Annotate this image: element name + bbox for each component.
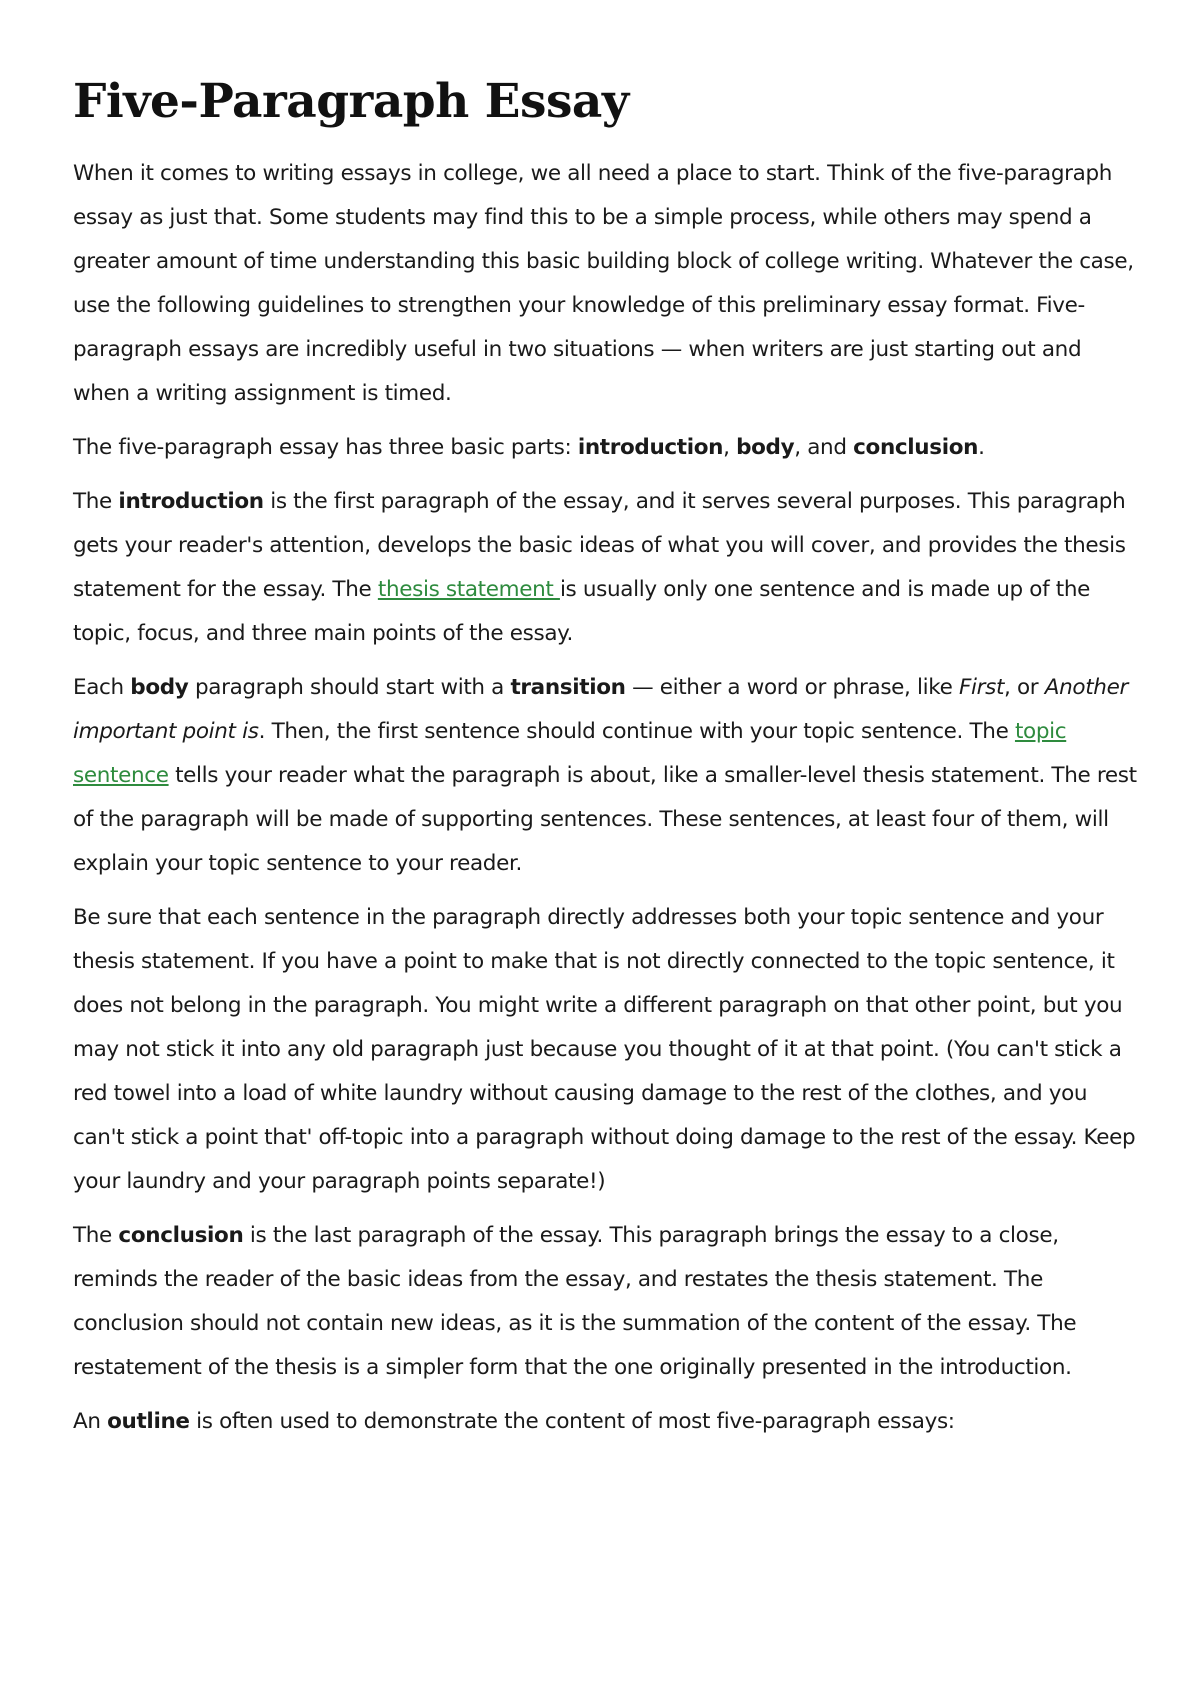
text: . Then, the first sentence should continue with your topic sentence. The	[258, 719, 1015, 744]
text: Each	[73, 675, 131, 700]
text: The	[73, 489, 119, 514]
topic-sentence-link[interactable]: topic sentence	[73, 719, 1067, 788]
bold-term-outline: outline	[107, 1409, 190, 1434]
text: The	[73, 1223, 119, 1248]
text: .	[978, 435, 985, 460]
introduction-paragraph	[73, 480, 1138, 656]
text: paragraph should start with a	[188, 675, 511, 700]
bold-term-body: body	[130, 675, 189, 700]
bold-term-conclusion: conclusion	[853, 435, 979, 460]
bold-term-conclusion: conclusion	[118, 1223, 244, 1248]
text: tells your reader what the paragraph is about, like a smaller-level thesis statement. The rest of the paragraph will be made of supporting sentences. These sentences, at least four of them, will explain your topic sentence to your reader.	[73, 763, 1137, 876]
text: An	[73, 1409, 108, 1434]
text: is the first paragraph of the essay, and it serves several purposes. This paragraph gets your reader's attention, develops the basic ideas of what you will cover, and provides the thesis statement for the essay. The	[73, 489, 1126, 602]
bold-term-introduction: introduction	[118, 489, 264, 514]
text: ,	[723, 435, 737, 460]
outline-paragraph	[73, 1400, 1138, 1444]
text: is usually only one sentence and is made up of the topic, focus, and three main points of the essay.	[73, 577, 1091, 646]
page-title: Five-Paragraph Essay	[73, 74, 629, 129]
bold-term-body: body	[736, 435, 795, 460]
bold-term-introduction: introduction	[577, 435, 724, 460]
italic-example-another: Another important point is	[73, 675, 1128, 744]
sentence-focus-paragraph: Be sure that each sentence in the paragraph directly addresses both your topic sentence and your thesis statement. If you have a point to make that is not directly connected to the topic sentence, it does not belong in the paragraph. You might write a different paragraph on that other point, but you may not stick it into any old paragraph just because you thought of it at that point. (You can't stick a red towel into a load of white laundry without causing damage to the rest of the clothes, and you can't stick a point that' off-topic into a paragraph without doing damage to the rest of the essay. Keep your laundry and your paragraph points separate!)	[73, 905, 1136, 1194]
intro-paragraph: When it comes to writing essays in college, we all need a place to start. Think of the five-paragraph essay as just that. Some students may find this to be a simple process, while others may spend a greater amount of time understanding this basic building block of college writing. Whatever the case, use the following guidelines to strengthen your knowledge of this preliminary essay format. Five-paragraph essays are incredibly useful in two situations — when writers are just starting out and when a writing assignment is timed.	[73, 161, 1134, 406]
text: The five-paragraph essay has three basic parts:	[73, 435, 578, 460]
thesis-statement-link[interactable]: thesis statement	[377, 577, 560, 602]
text: is the last paragraph of the essay. This paragraph brings the essay to a close, reminds the reader of the basic ideas from the essay, and restates the thesis statement. The conclusion should not contain new ideas, as it is the summation of the content of the essay. The restatement of the thesis is a simpler form that the one originally presented in the introduction.	[73, 1223, 1077, 1380]
text: is often used to demonstrate the content of most five-paragraph essays:	[189, 1409, 955, 1434]
text: , or	[1004, 675, 1045, 700]
parts-paragraph	[73, 426, 1138, 470]
conclusion-paragraph	[73, 1214, 1138, 1390]
text: — either a word or phrase, like	[625, 675, 959, 700]
text: , and	[794, 435, 854, 460]
italic-example-first: First	[958, 675, 1005, 700]
document-page	[73, 72, 1138, 1454]
body-paragraph	[73, 666, 1138, 886]
bold-term-transition: transition	[510, 675, 626, 700]
